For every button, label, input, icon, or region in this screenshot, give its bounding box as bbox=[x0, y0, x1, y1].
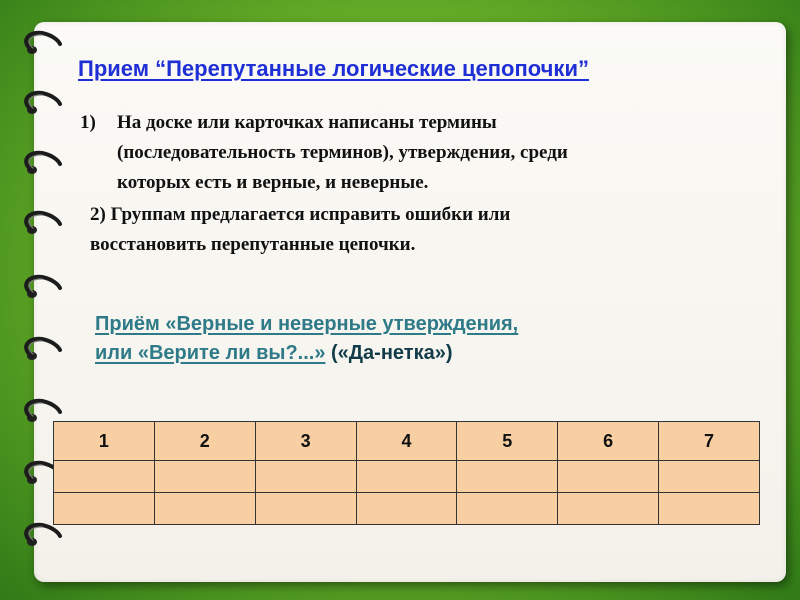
table-header-cell: 3 bbox=[255, 422, 356, 461]
notebook-ring-icon bbox=[18, 148, 64, 182]
notebook-ring-icon bbox=[18, 88, 64, 122]
list-item-1-line-3: которых есть и верные, и неверные. bbox=[117, 172, 429, 193]
table-cell[interactable] bbox=[659, 461, 760, 493]
subtitle-line-1: Приём «Верные и неверные утверждения, bbox=[95, 313, 519, 335]
table-row bbox=[54, 493, 760, 525]
notebook-ring-icon bbox=[18, 208, 64, 242]
table-header-cell: 6 bbox=[558, 422, 659, 461]
table-cell[interactable] bbox=[558, 461, 659, 493]
table-header-cell: 5 bbox=[457, 422, 558, 461]
subtitle-link[interactable]: или «Верите ли вы?...» bbox=[95, 342, 326, 364]
table-cell[interactable] bbox=[154, 461, 255, 493]
notebook-ring-icon bbox=[18, 520, 64, 554]
table-cell[interactable] bbox=[356, 493, 457, 525]
table-header-cell: 4 bbox=[356, 422, 457, 461]
notebook-ring-icon bbox=[18, 28, 64, 62]
list-item-2-line-1: 2) Группам предлагается исправить ошибки или bbox=[90, 204, 511, 225]
table-row bbox=[54, 461, 760, 493]
table-cell[interactable] bbox=[255, 461, 356, 493]
list-item-1-line-1: На доске или карточках написаны термины bbox=[117, 112, 497, 133]
table-header-cell: 1 bbox=[54, 422, 155, 461]
notebook-ring-icon bbox=[18, 334, 64, 368]
technique-subtitle bbox=[95, 310, 518, 368]
list-item-1-marker: 1) bbox=[80, 112, 96, 133]
table-cell[interactable] bbox=[154, 493, 255, 525]
answer-table bbox=[53, 421, 760, 525]
table-cell[interactable] bbox=[255, 493, 356, 525]
table-header-row bbox=[54, 422, 760, 461]
table-cell[interactable] bbox=[54, 493, 155, 525]
table-header-cell: 7 bbox=[659, 422, 760, 461]
table-cell[interactable] bbox=[54, 461, 155, 493]
table-cell[interactable] bbox=[558, 493, 659, 525]
table-cell[interactable] bbox=[457, 461, 558, 493]
subtitle-suffix: («Да-нетка») bbox=[325, 342, 453, 364]
table-cell[interactable] bbox=[457, 493, 558, 525]
table-cell[interactable] bbox=[659, 493, 760, 525]
subtitle-line-2 bbox=[95, 339, 518, 368]
table-header-cell: 2 bbox=[154, 422, 255, 461]
list-item-1-line-2: (последовательность терминов), утверждения, среди bbox=[117, 142, 568, 163]
list-item-2-line-2: восстановить перепутанные цепочки. bbox=[90, 234, 416, 255]
page-title: Прием “Перепутанные логические цепопочки” bbox=[78, 56, 589, 81]
table-cell[interactable] bbox=[356, 461, 457, 493]
notebook-ring-icon bbox=[18, 272, 64, 306]
